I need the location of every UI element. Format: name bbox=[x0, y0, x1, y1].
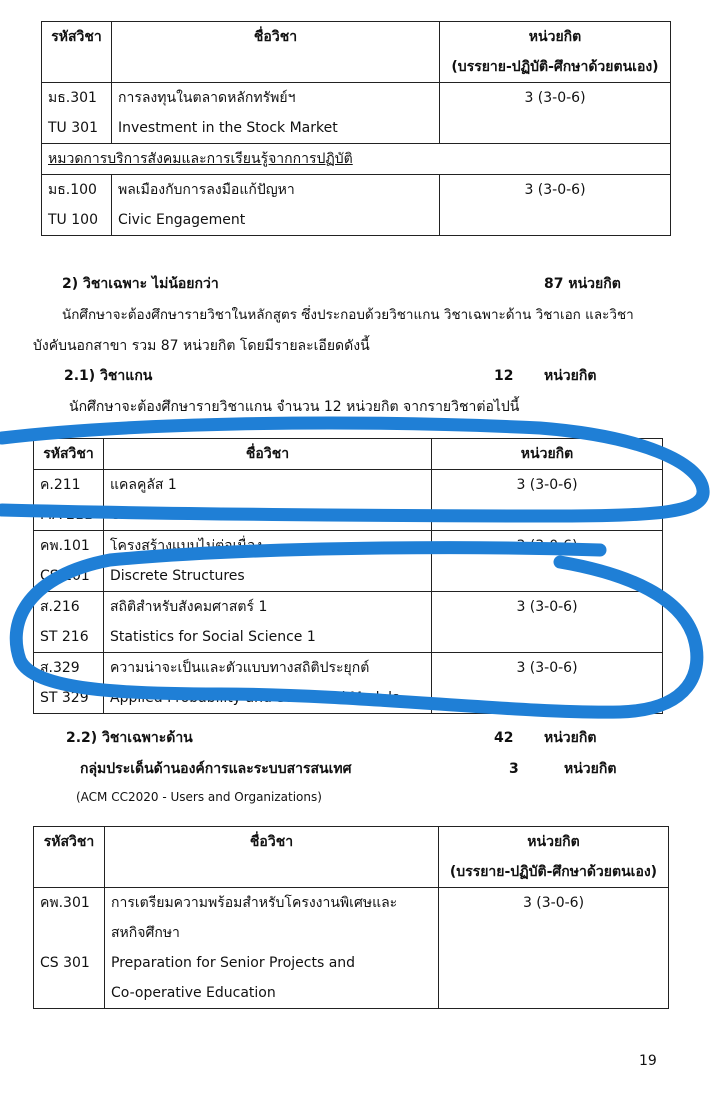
course-credits: 3 (3-0-6) bbox=[439, 888, 669, 1009]
course-code: ค.211 MA 211 bbox=[34, 470, 104, 531]
page-number: 19 bbox=[639, 1053, 657, 1069]
course-name: โครงสร้างแบบไม่ต่อเนื่อง Discrete Structures bbox=[104, 531, 432, 592]
table-row bbox=[42, 175, 671, 236]
course-name: พลเมืองกับการลงมือแก้ปัญหา Civic Engagement bbox=[112, 175, 440, 236]
header-credits: หน่วยกิต (บรรยาย-ปฏิบัติ-ศึกษาด้วยตนเอง) bbox=[440, 22, 671, 83]
section-2-paragraph-line1: นักศึกษาจะต้องศึกษารายวิชาในหลักสูตร ซึ่งประกอบด้วยวิชาแกน วิชาเฉพาะด้าน วิชาเอก และวิชา bbox=[62, 307, 634, 323]
core-courses-table bbox=[33, 438, 663, 714]
table-row bbox=[34, 888, 669, 1009]
group-title-row bbox=[42, 144, 671, 175]
section-21-paragraph: นักศึกษาจะต้องศึกษารายวิชาแกน จำนวน 12 หน่วยกิต จากรายวิชาต่อไปนี้ bbox=[69, 399, 520, 415]
course-code: มธ.301 TU 301 bbox=[42, 83, 112, 144]
header-credits: หน่วยกิต bbox=[432, 439, 663, 470]
section-21-title: 2.1) วิชาแกน bbox=[64, 368, 153, 384]
general-education-table bbox=[41, 21, 671, 236]
table-header-row bbox=[42, 22, 671, 83]
course-credits: 3 (3-0-6) bbox=[440, 83, 671, 144]
group-title: หมวดการบริการสังคมและการเรียนรู้จากการปฏิบัติ bbox=[42, 144, 671, 175]
group-number: 3 bbox=[509, 761, 519, 777]
acm-note: (ACM CC2020 - Users and Organizations) bbox=[76, 790, 322, 804]
table-row bbox=[42, 83, 671, 144]
table-header-row bbox=[34, 439, 663, 470]
header-code: รหัสวิชา bbox=[34, 827, 105, 888]
header-credits: หน่วยกิต (บรรยาย-ปฏิบัติ-ศึกษาด้วยตนเอง) bbox=[439, 827, 669, 888]
header-code: รหัสวิชา bbox=[42, 22, 112, 83]
course-credits: 3 (3-0-6) bbox=[432, 653, 663, 714]
header-name: ชื่อวิชา bbox=[112, 22, 440, 83]
section-21-unit: หน่วยกิต bbox=[544, 368, 597, 384]
course-code: มธ.100 TU 100 bbox=[42, 175, 112, 236]
course-credits: 3 (3-0-6) bbox=[432, 592, 663, 653]
table-row bbox=[34, 592, 663, 653]
table-row bbox=[34, 531, 663, 592]
course-code: คพ.301 CS 301 bbox=[34, 888, 105, 1009]
course-name: ความน่าจะเป็นและตัวแบบทางสถิติประยุกต์ Applied Probability and Statistical Models bbox=[104, 653, 432, 714]
header-name: ชื่อวิชา bbox=[105, 827, 439, 888]
course-code: ส.216 ST 216 bbox=[34, 592, 104, 653]
section-2-credits: 87 หน่วยกิต bbox=[544, 276, 621, 292]
course-code: คพ.101 CS 101 bbox=[34, 531, 104, 592]
group-unit: หน่วยกิต bbox=[564, 761, 617, 777]
section-22-number: 42 bbox=[494, 730, 514, 746]
section-22-unit: หน่วยกิต bbox=[544, 730, 597, 746]
group-title: กลุ่มประเด็นด้านองค์การและระบบสารสนเทศ bbox=[80, 761, 352, 777]
section-2-title: 2) วิชาเฉพาะ ไม่น้อยกว่า bbox=[62, 276, 219, 292]
course-name: การเตรียมความพร้อมสำหรับโครงงานพิเศษและ สหกิจศึกษา Preparation for Senior Projects and Co-operative Education bbox=[105, 888, 439, 1009]
course-credits: 3 (3-0-6) bbox=[432, 470, 663, 531]
table-header-row bbox=[34, 827, 669, 888]
specialized-courses-table bbox=[33, 826, 669, 1009]
table-row bbox=[34, 653, 663, 714]
course-code: ส.329 ST 329 bbox=[34, 653, 104, 714]
course-name: แคลคูลัส 1 Calculus 1 bbox=[104, 470, 432, 531]
section-21-number: 12 bbox=[494, 368, 514, 384]
section-2-paragraph-line2: บังคับนอกสาขา รวม 87 หน่วยกิต โดยมีรายละเอียดดังนี้ bbox=[33, 338, 370, 354]
header-name: ชื่อวิชา bbox=[104, 439, 432, 470]
course-name: สถิติสำหรับสังคมศาสตร์ 1 Statistics for Social Science 1 bbox=[104, 592, 432, 653]
course-credits: 3 (3-0-6) bbox=[440, 175, 671, 236]
header-code: รหัสวิชา bbox=[34, 439, 104, 470]
table-row bbox=[34, 470, 663, 531]
course-credits: 3 (3-0-6) bbox=[432, 531, 663, 592]
section-22-title: 2.2) วิชาเฉพาะด้าน bbox=[66, 730, 193, 746]
course-name: การลงทุนในตลาดหลักทรัพย์ฯ Investment in the Stock Market bbox=[112, 83, 440, 144]
